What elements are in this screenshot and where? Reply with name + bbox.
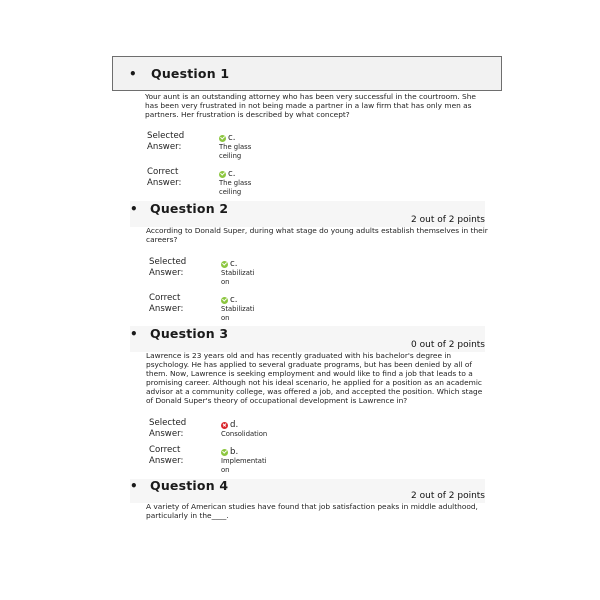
cross-icon <box>221 422 228 429</box>
check-icon <box>221 449 228 456</box>
answer-text: Stabilizati on <box>221 269 255 286</box>
selected-answer-label: Selected Answer: <box>149 257 187 278</box>
bullet: • <box>130 479 138 493</box>
question-title: Question 3 <box>150 326 229 341</box>
bullet: • <box>130 202 138 216</box>
question-text: According to Donald Super, during what stage do young adults establish themselves in their careers? <box>146 226 488 245</box>
answer-letter: c. <box>228 133 236 143</box>
selected-answer-label: Selected Answer: <box>147 131 185 152</box>
correct-answer <box>219 169 269 197</box>
answer-letter: b. <box>230 447 239 457</box>
answer-text: The glass ceiling <box>219 179 252 196</box>
question-title: Question 1 <box>151 66 230 81</box>
question-text: A variety of American studies have found that job satisfaction peaks in middle adulthood, particularly in the____. <box>146 502 478 521</box>
answer-text: The glass ceiling <box>219 143 252 160</box>
selected-answer <box>219 133 269 161</box>
question-title: Question 2 <box>150 201 229 216</box>
question-text: Lawrence is 23 years old and has recently graduated with his bachelor's degree in psychology. He has applied to several graduate programs, but has been denied by all of them. Now, Lawrence is seeking employment and would like to find a job that leads to a promising career. Although not his ideal scenario, he applied for a position as an academic advisor at a community college, was offered a job, and accepted the position. Which stage of Donald Super's theory of occupational development is Lawrence in? <box>146 351 483 406</box>
answer-letter: c. <box>230 259 238 269</box>
correct-answer-label: Correct Answer: <box>149 445 184 466</box>
correct-answer-label: Correct Answer: <box>149 293 184 314</box>
answer-text: Implementati on <box>221 457 267 474</box>
correct-answer-label: Correct Answer: <box>147 167 182 188</box>
question-2-header <box>130 201 485 227</box>
answer-text: Stabilizati on <box>221 305 255 322</box>
question-1-header <box>112 56 502 91</box>
answer-letter: c. <box>228 169 236 179</box>
bullet: • <box>129 67 137 81</box>
correct-answer <box>221 295 271 323</box>
bullet: • <box>130 327 138 341</box>
selected-answer-label: Selected Answer: <box>149 418 187 439</box>
check-icon <box>221 261 228 268</box>
correct-answer <box>221 447 271 475</box>
check-icon <box>221 297 228 304</box>
answer-text: Consolidation <box>221 430 268 438</box>
answer-letter: d. <box>230 420 239 430</box>
check-icon <box>219 135 226 142</box>
question-4-header <box>130 479 485 503</box>
points-score: 0 out of 2 points <box>411 340 485 350</box>
selected-answer <box>221 259 271 287</box>
answer-letter: c. <box>230 295 238 305</box>
selected-answer <box>221 420 281 439</box>
points-score: 2 out of 2 points <box>411 491 485 501</box>
question-title: Question 4 <box>150 478 229 493</box>
question-text: Your aunt is an outstanding attorney who has been very successful in the courtroom. She has been very frustrated in not being made a partner in a law firm that has only men as partners. Her frustration is described by what concept? <box>145 92 476 120</box>
points-score: 2 out of 2 points <box>411 215 485 225</box>
check-icon <box>219 171 226 178</box>
question-3-header <box>130 326 485 352</box>
